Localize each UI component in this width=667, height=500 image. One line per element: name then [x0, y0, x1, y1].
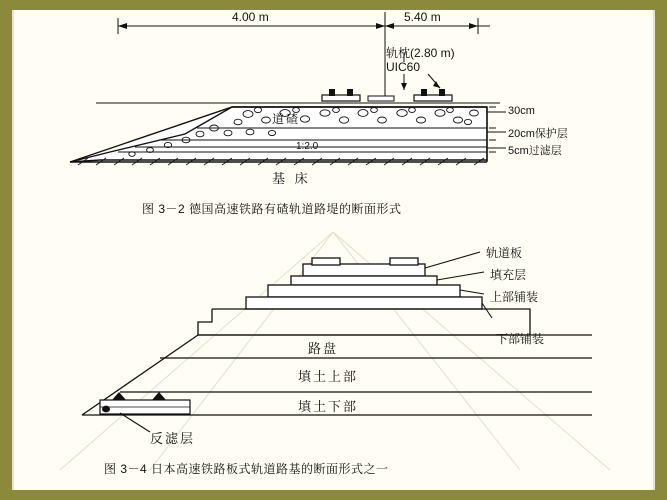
track-slab-stack: [246, 258, 482, 309]
figure-bottom-caption: 图 3－4 日本高速铁路板式轨道路基的断面形式之一: [104, 462, 389, 476]
figure-top-caption: 图 3－2 德国高速铁路有碴轨道路堤的断面形式: [142, 202, 402, 216]
callout-upper-pavement: 上部铺装: [490, 290, 539, 304]
label-filter-layer-top: 5cm过滤层: [508, 145, 562, 157]
layer-ticks: [489, 107, 496, 152]
dimension-label-right: 5.40 m: [404, 10, 441, 24]
callout-rail: UIC60: [386, 60, 421, 74]
callout-fill-layer: 填充层: [490, 268, 527, 282]
label-ballast: 道碴: [272, 112, 301, 126]
figure-top: [70, 12, 506, 165]
callout-track-slab: 轨道板: [486, 246, 523, 260]
label-roadbed: 路盘: [308, 341, 339, 356]
dimension-label-left: 4.00 m: [232, 10, 269, 24]
label-subgrade: 基 床: [272, 171, 311, 186]
label-slope-ratio: 1:2.0: [296, 141, 319, 152]
label-filter-layer-bottom: 反滤层: [150, 431, 196, 446]
label-fill-upper: 填土上部: [298, 369, 359, 384]
callout-lower-pavement: 下部铺装: [496, 332, 545, 346]
label-thickness-30: 30cm: [508, 105, 535, 117]
callout-sleeper: 轨枕(2.80 m): [386, 46, 455, 60]
track-structure: [322, 89, 452, 101]
label-protect-layer: 20cm保护层: [508, 128, 568, 140]
label-fill-lower: 填土下部: [298, 399, 359, 414]
